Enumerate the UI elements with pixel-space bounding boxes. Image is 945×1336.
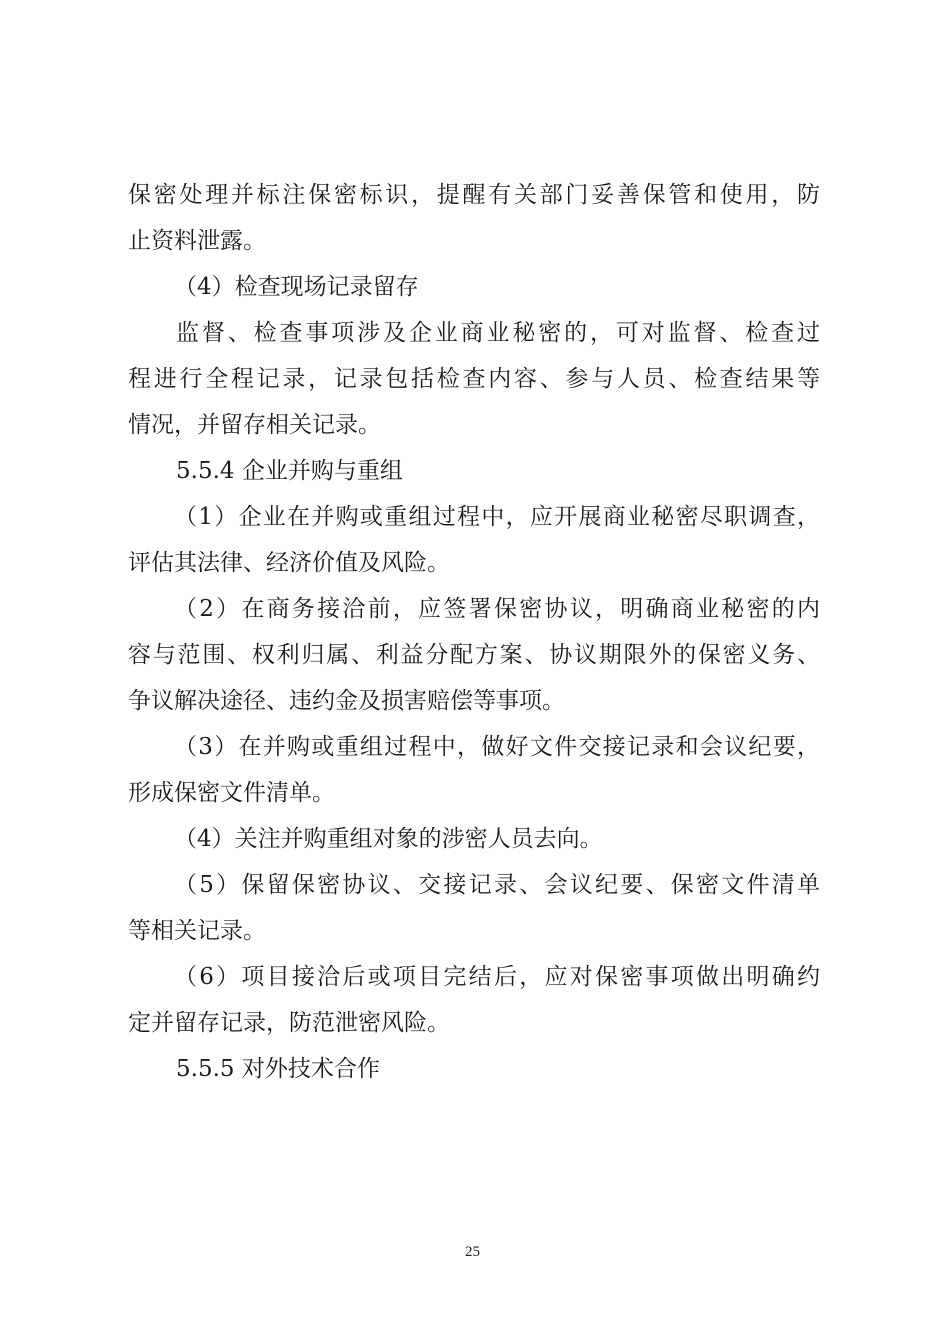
text-line: 监督、检查事项涉及企业商业秘密的，可对监督、检查过 [176, 320, 820, 346]
text-line: 程进行全程记录，记录包括检查内容、参与人员、检查结果等 [128, 366, 820, 392]
body-text [128, 172, 820, 1092]
text-line: （6）项目接洽后或项目完结后，应对保密事项做出明确约 [174, 964, 820, 990]
text-line: 评估其法律、经济价值及风险。 [128, 550, 450, 576]
text-line: （4）关注并购重组对象的涉密人员去向。 [174, 826, 603, 852]
text-line: 争议解决途径、违约金及损害赔偿等事项。 [128, 688, 565, 714]
section-heading: （4）检查现场记录留存 [174, 274, 419, 300]
section-heading: 5.5.5 对外技术合作 [176, 1056, 380, 1082]
text-line: 定并留存记录，防范泄密风险。 [128, 1010, 450, 1036]
text-line: （3）在并购或重组过程中，做好文件交接记录和会议纪要， [174, 734, 820, 760]
text-line: （1）企业在并购或重组过程中，应开展商业秘密尽职调查， [174, 504, 820, 530]
text-line: （2）在商务接洽前，应签署保密协议，明确商业秘密的内 [174, 596, 820, 622]
section-heading: 5.5.4 企业并购与重组 [176, 458, 403, 484]
text-line: 保密处理并标注保密标识，提醒有关部门妥善保管和使用，防 [128, 182, 820, 208]
text-line: 容与范围、权利归属、利益分配方案、协议期限外的保密义务、 [128, 642, 820, 668]
text-line: 止资料泄露。 [128, 228, 266, 254]
text-line: 形成保密文件清单。 [128, 780, 335, 806]
text-line: 情况，并留存相关记录。 [128, 412, 381, 438]
text-line: 等相关记录。 [128, 918, 266, 944]
page-number: 25 [465, 1244, 480, 1260]
text-line: （5）保留保密协议、交接记录、会议纪要、保密文件清单 [174, 872, 820, 898]
